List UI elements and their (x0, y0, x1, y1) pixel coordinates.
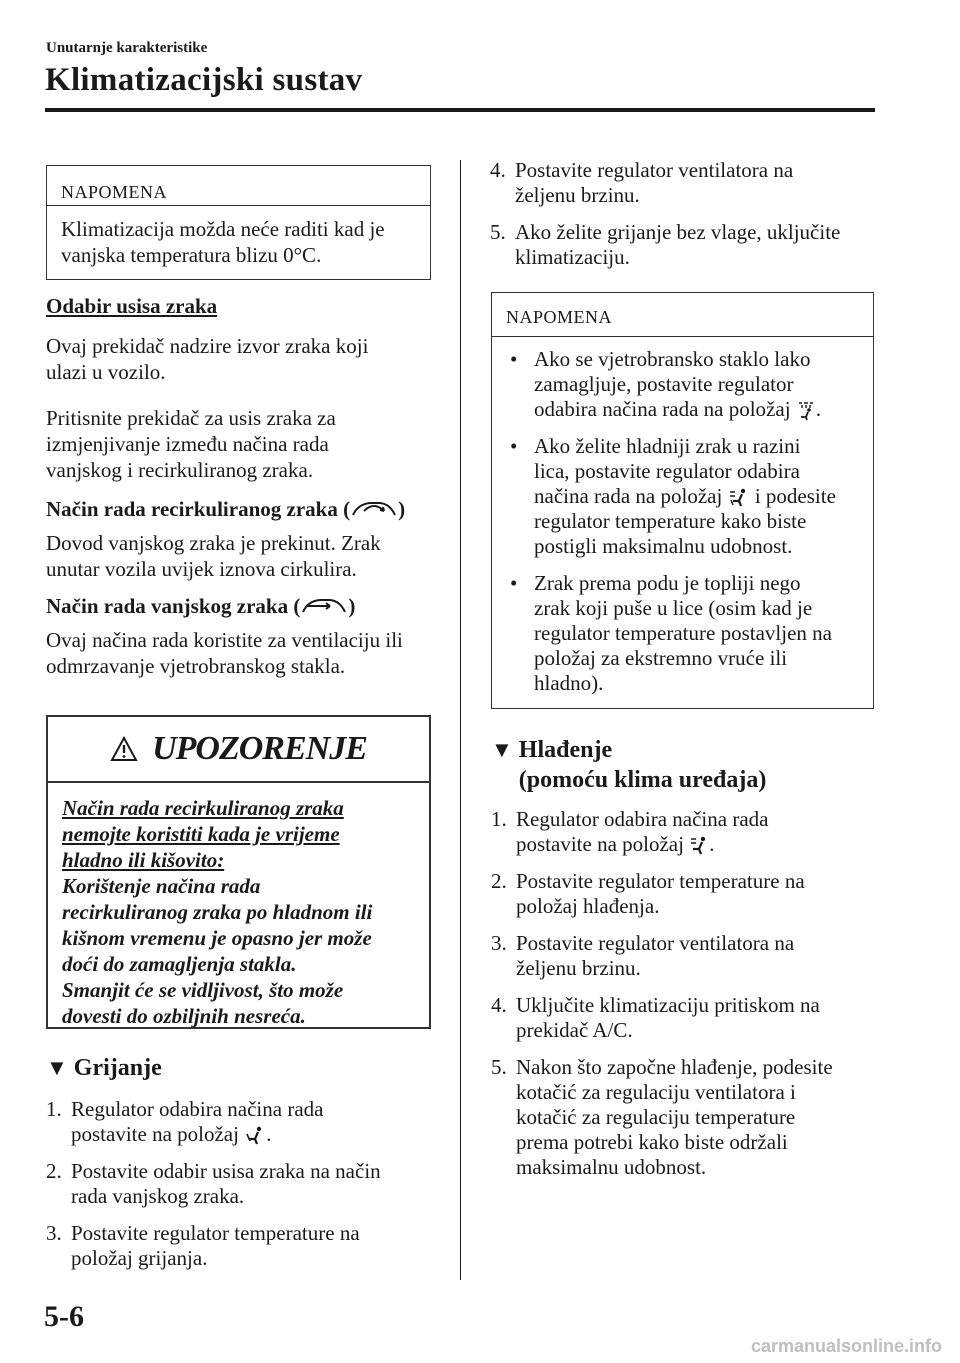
step-number: 3. (46, 1221, 62, 1245)
air-intake-heading: Odabir usisa zraka (46, 294, 218, 318)
text-line: Uključite klimatizaciju pritiskom na (516, 993, 820, 1017)
note-label: NAPOMENA (492, 293, 873, 337)
text-line: Dovod vanjskog zraka je prekinut. Zrak (46, 531, 381, 555)
text-line: vanjskog i recirkuliranog zraka. (46, 458, 314, 482)
section-triangle-icon: ▼ (46, 1055, 68, 1080)
step-number: 5. (491, 1055, 507, 1079)
warning-line: doći do zamagljenja stakla. (62, 952, 297, 976)
section-triangle-icon: ▼ (491, 737, 513, 762)
list-item (46, 1097, 446, 1147)
heating-steps-continued (490, 158, 890, 270)
text-line: klimatizaciju. (515, 245, 630, 269)
heading-text: ) (398, 497, 406, 521)
step-number: 2. (46, 1159, 62, 1183)
paragraph (46, 530, 436, 582)
warning-text (48, 783, 429, 1041)
list-item (491, 1055, 891, 1180)
warning-line: kišnom vremenu je opasno jer može (62, 926, 372, 950)
bullet-icon: • (510, 571, 518, 595)
step-number: 2. (491, 869, 507, 893)
warning-header (48, 717, 429, 783)
text-line: Ako želite hladniji zrak u razini (534, 434, 801, 458)
section-label: Unutarnje karakteristike (46, 40, 208, 56)
warning-box (46, 715, 431, 1029)
list-item (491, 993, 891, 1043)
text-line: hladno). (534, 671, 604, 695)
text-line: regulator temperature kako biste (534, 509, 807, 533)
bi-level-mode-icon (728, 488, 750, 508)
text-line: i podesite (754, 484, 836, 508)
list-item (491, 931, 891, 981)
text-line: zamagljuje, postavite regulator (534, 372, 794, 396)
page-number: 5-6 (44, 1300, 84, 1333)
step-number: 4. (491, 993, 507, 1017)
bullet-icon: • (510, 347, 518, 371)
note-box-freezing (46, 165, 431, 280)
note-line: Klimatizacija možda neće raditi kad je (61, 217, 385, 241)
step-number: 4. (490, 158, 506, 182)
text-line: . (266, 1122, 272, 1146)
text-line: postavite na položaj (71, 1122, 239, 1146)
heading-text (519, 735, 767, 795)
warning-line: nemojte koristiti kada je vrijeme (62, 822, 340, 846)
heading-text: Način rada recirkuliranog zraka ( (46, 497, 351, 521)
text-line: regulator temperature postavljen na (534, 621, 832, 645)
warning-title: UPOZORENJE (152, 730, 367, 767)
page-title: Klimatizacijski sustav (45, 62, 363, 98)
text-line: odmrzavanje vjetrobranskog stakla. (46, 654, 346, 678)
list-item (491, 869, 891, 919)
text-line: Postavite regulator ventilatora na (515, 158, 794, 182)
heating-section (46, 1053, 446, 1271)
bullet-icon: • (510, 434, 518, 458)
outside-air-heading (46, 594, 436, 619)
warning-line: Korištenje načina rada (62, 874, 261, 898)
text-line: Postavite regulator temperature na (516, 869, 805, 893)
text-line: maksimalnu udobnost. (516, 1155, 707, 1179)
list-item (506, 571, 863, 696)
text-line: lica, postavite regulator odabira (534, 459, 800, 483)
text-line: Regulator odabira načina rada (516, 807, 769, 831)
step-number: 1. (491, 807, 507, 831)
paragraph (46, 333, 436, 385)
text-line: Nakon što započne hlađenje, podesite (516, 1055, 833, 1079)
text-line: prekidač A/C. (516, 1018, 633, 1042)
text-line: položaj hlađenja. (516, 894, 660, 918)
floor-mode-icon (244, 1126, 266, 1146)
step-number: 3. (491, 931, 507, 955)
text-line: odabira načina rada na položaj (534, 397, 791, 421)
heating-heading (46, 1053, 446, 1083)
air-intake-section (46, 294, 436, 679)
list-item (490, 220, 890, 270)
warning-line: Način rada recirkuliranog zraka (62, 796, 344, 820)
text-line: unutar vozila uvijek iznova cirkulira. (46, 557, 357, 581)
cooling-steps (491, 807, 891, 1180)
text-line: željenu brzinu. (516, 956, 641, 980)
text-line: položaj za ekstremno vruće ili (534, 646, 788, 670)
note-bullets (492, 337, 873, 704)
defrost-floor-mode-icon (796, 401, 816, 421)
text-line: Regulator odabira načina rada (71, 1097, 324, 1121)
text-line: željenu brzinu. (515, 183, 640, 207)
warning-line: dovesti do ozbiljnih nesreća. (62, 1004, 306, 1028)
recirculation-heading (46, 497, 436, 522)
cooling-section (491, 735, 891, 1180)
text-line: zrak koji puše u lice (osim kad je (534, 596, 813, 620)
list-item (490, 158, 890, 208)
paragraph (46, 627, 436, 679)
heading-text: Grijanje (73, 1055, 162, 1081)
note-box-airflow (491, 292, 874, 709)
warning-line: hladno ili kišovito: (62, 848, 225, 872)
list-item (491, 807, 891, 857)
text-line: Ovaj prekidač nadzire izvor zraka koji (46, 334, 369, 358)
list-item (506, 347, 863, 422)
header-rule (45, 108, 875, 112)
text-line: Ako želite grijanje bez vlage, uključite (515, 220, 841, 244)
heading-line: Hlađenje (518, 737, 613, 763)
text-line: položaj grijanja. (71, 1246, 208, 1270)
text-line: postigli maksimalnu udobnost. (534, 534, 793, 558)
text-line: Postavite regulator temperature na (71, 1221, 360, 1245)
text-line: ulazi u vozilo. (46, 360, 166, 384)
text-line: Zrak prema podu je topliji nego (534, 571, 801, 595)
watermark: carmanualsonline.info (750, 1336, 942, 1356)
warning-line: Smanjit će se vidljivost, što može (62, 978, 344, 1002)
step-number: 1. (46, 1097, 62, 1121)
text-line: Postavite regulator ventilatora na (516, 931, 795, 955)
heading-text: ) (348, 594, 356, 618)
text-line: rada vanjskog zraka. (71, 1184, 245, 1208)
heading-text: Način rada vanjskog zraka ( (46, 594, 301, 618)
heading-line: (pomoću klima uređaja) (518, 767, 767, 793)
warning-triangle-icon (110, 736, 138, 762)
text-line: Ako se vjetrobransko staklo lako (534, 347, 811, 371)
step-number: 5. (490, 220, 506, 244)
list-item (506, 434, 863, 559)
vent-mode-icon (689, 836, 709, 856)
outside-air-car-icon (300, 595, 348, 619)
text-line: . (709, 832, 715, 856)
text-line: postavite na položaj (516, 832, 684, 856)
note-label: NAPOMENA (47, 166, 430, 206)
bullet-list (506, 347, 863, 696)
text-line: načina rada na položaj (534, 484, 723, 508)
text-line: prema potrebi kako biste održali (516, 1130, 788, 1154)
text-line: izmjenjivanje između načina rada (46, 432, 329, 456)
list-item (46, 1221, 446, 1271)
column-divider (460, 160, 461, 1280)
cooling-heading (491, 735, 891, 795)
text-line: kotačić za regulaciju temperature (516, 1105, 796, 1129)
note-line: vanjska temperatura blizu 0°C. (61, 243, 322, 267)
list-item (46, 1159, 446, 1209)
paragraph (46, 405, 436, 483)
text-line: Postavite odabir usisa zraka na način (71, 1159, 381, 1183)
warning-line: recirkuliranog zraka po hladnom ili (62, 900, 373, 924)
heating-steps (46, 1097, 446, 1271)
text-line: . (815, 397, 822, 421)
text-line: kotačić za regulaciju ventilatora i (516, 1080, 796, 1104)
text-line: Pritisnite prekidač za usis zraka za (46, 406, 336, 430)
note-text (47, 206, 430, 280)
text-line: Ovaj načina rada koristite za ventilaciju ili (46, 628, 403, 652)
recirculation-car-icon (350, 498, 398, 522)
